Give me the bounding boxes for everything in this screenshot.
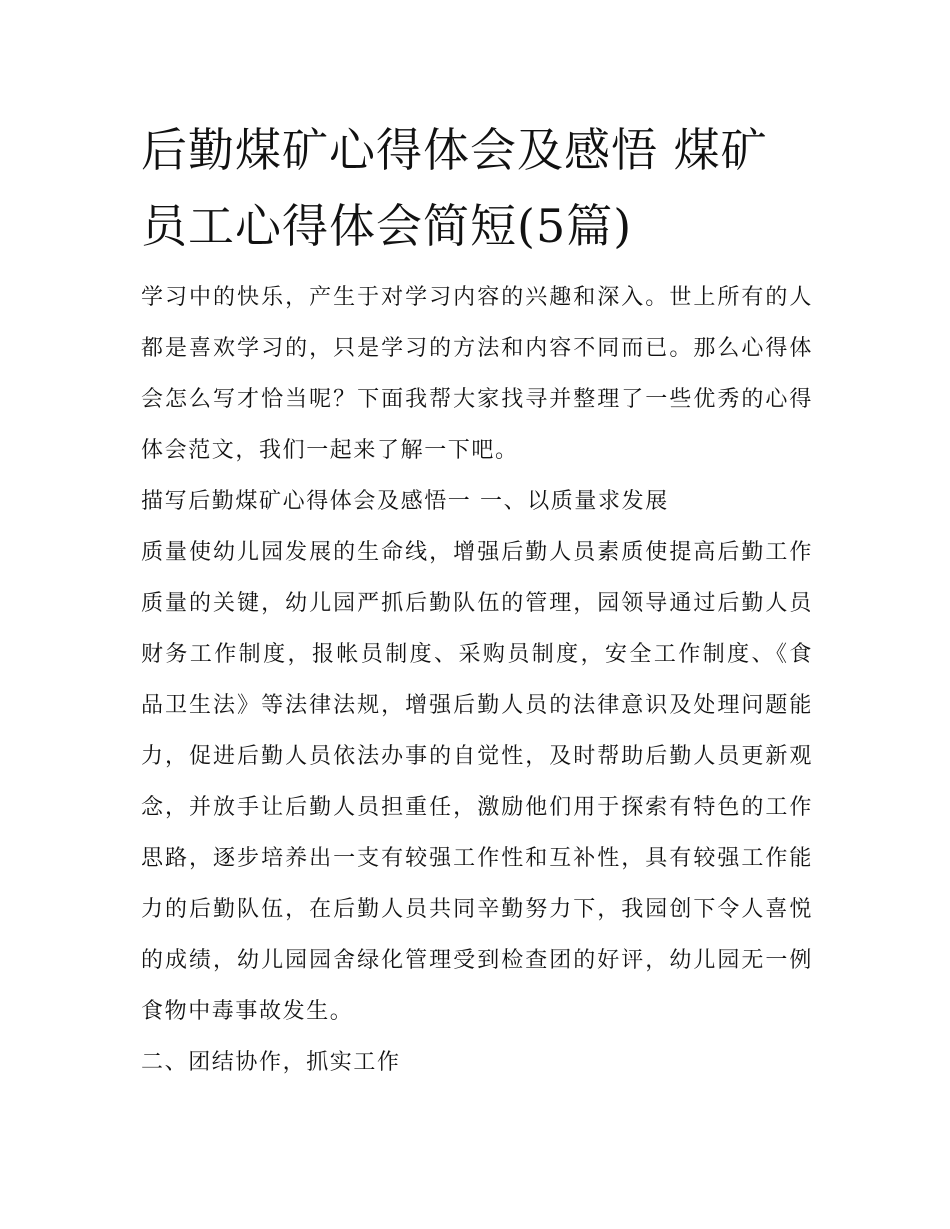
section-heading-2: 二、团结协作，抓实工作: [141, 1050, 401, 1075]
intro-paragraph: 学习中的快乐，产生于对学习内容的兴趣和深入。世上所有的人都是喜欢学习的，只是学习的方法和内容不同而已。那么心得体会怎么写才恰当呢？下面我帮大家找寻并整理了一些优秀的心得体会范文，我们一起来了解一下吧。: [141, 285, 813, 463]
document-body: [141, 112, 813, 1088]
section-heading-1: 描写后勤煤矿心得体会及感悟一 一、以质量求发展: [141, 489, 669, 514]
document-title: 后勤煤矿心得体会及感悟 煤矿员工心得体会简短(5篇): [141, 123, 768, 253]
section-body-paragraph: 质量使幼儿园发展的生命线，增强后勤人员素质使提高后勤工作质量的关键，幼儿园严抓后勤队伍的管理，园领导通过后勤人员财务工作制度，报帐员制度、采购员制度，安全工作制度、《食品卫生法》等法律法规，增强后勤人员的法律意识及处理问题能力，促进后勤人员依法办事的自觉性，及时帮助后勤人员更新观念，并放手让后勤人员担重任，激励他们用于探索有特色的工作思路，逐步培养出一支有较强工作性和互补性，具有较强工作能力的后勤队伍，在后勤人员共同辛勤努力下，我园创下令人喜悦的成绩，幼儿园园舍绿化管理受到检查团的好评，幼儿园无一例食物中毒事故发生。: [141, 540, 813, 1024]
